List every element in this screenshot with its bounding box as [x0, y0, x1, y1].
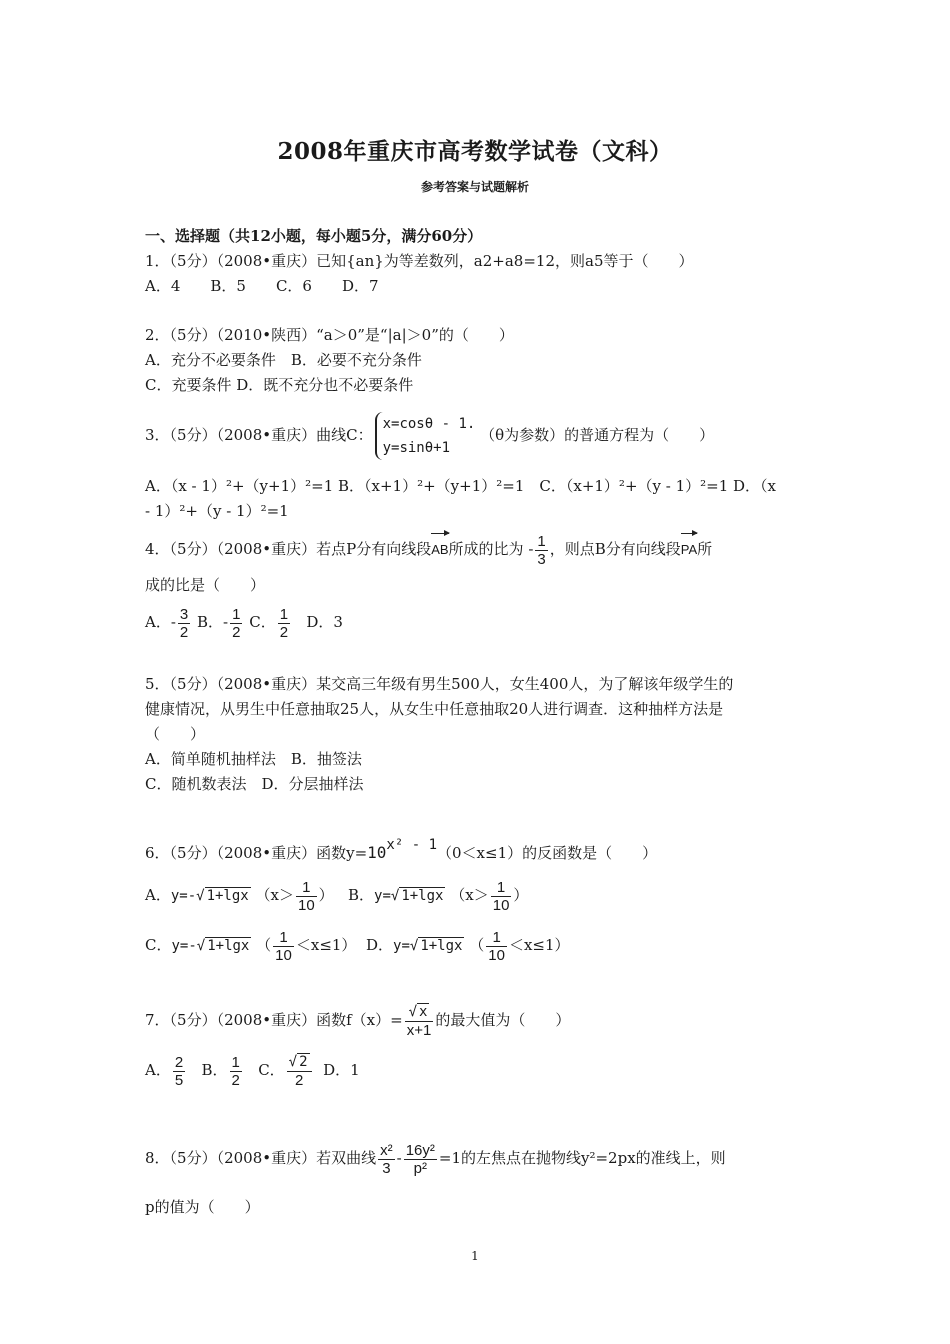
page-subtitle: 参考答案与试题解析 — [420, 180, 529, 194]
minus-sign: - — [396, 1149, 402, 1167]
option-a-label: A．- — [145, 613, 176, 631]
option-d-label: D． — [365, 936, 394, 954]
question-6-options-cd — [145, 925, 570, 966]
option-c-cond: （ — [256, 936, 272, 954]
question-3-prefix: 3．（5分）（2008•重庆）曲线C： — [145, 426, 373, 444]
question-8-suffix: =1的左焦点在抛物线y²=2px的准线上，则 — [438, 1149, 726, 1167]
option-a-label: A． — [145, 886, 171, 904]
option-c-sqrt: √ 1+lgx — [196, 938, 250, 954]
question-3-options-1: A．（x - 1）²+（y+1）²=1 B．（x+1）²+（y+1）²=1 C．（x+1）²+（y - 1）²=1 D．（x — [145, 477, 777, 495]
question-1-stem: 1．（5分）（2008•重庆）已知{an}为等差数列，a2+a8=12，则a5等于（ ） — [145, 252, 694, 270]
option-c-numerator: 1 — [279, 605, 289, 623]
question-3-stem — [145, 410, 714, 460]
option-b-numerator: 1 — [232, 605, 241, 623]
option-c-end: ＜x≤1） — [295, 936, 357, 954]
option-d-fraction — [486, 929, 507, 964]
question-3-suffix: （θ为参数）的普通方程为（ ） — [480, 426, 715, 444]
page-number: 1 — [471, 1249, 479, 1263]
option-c-fraction — [273, 929, 294, 964]
parametric-eq-y: y=sinθ+1 — [382, 440, 451, 456]
option-a-fraction — [178, 606, 190, 641]
option-d-label: D．1 — [323, 1061, 360, 1079]
option-b-expr: y= — [374, 888, 391, 904]
option-d-cond: （ — [469, 936, 485, 954]
question-5-options-2: C．随机数表法 D．分层抽样法 — [145, 775, 364, 793]
option-b-label: B． — [201, 1061, 228, 1079]
option-c-label: C． — [145, 936, 172, 954]
question-6-prefix: 6．（5分）（2008•重庆）函数y= — [145, 844, 368, 862]
parametric-eq-x: x=cosθ - 1. — [382, 416, 476, 432]
ratio-denominator: 3 — [537, 550, 546, 568]
option-d-numerator: 1 — [486, 929, 507, 947]
option-d-expr: y= — [393, 938, 410, 954]
option-c-fraction — [278, 606, 290, 641]
option-b-numerator: 1 — [491, 879, 512, 897]
question-4-prefix: 4．（5分）（2008•重庆）若点P分有向线段 — [145, 540, 432, 558]
ratio-fraction — [535, 533, 547, 568]
function-numerator — [405, 1003, 434, 1022]
option-b-sqrt: √ 1+lgx — [390, 888, 444, 904]
option-b-fraction — [230, 1054, 242, 1089]
option-b-denominator: 2 — [231, 1071, 240, 1089]
option-c-denominator: 2 — [294, 1072, 304, 1089]
question-7-suffix: 的最大值为（ ） — [435, 1011, 571, 1029]
question-5-line3: （ ） — [145, 725, 206, 743]
power-exponent: x² - 1 — [386, 837, 437, 853]
term-1-numerator: x² — [380, 1141, 393, 1159]
option-b-cond: （x＞ — [450, 886, 489, 904]
question-4-options — [145, 602, 343, 642]
option-a-numerator: 3 — [179, 605, 189, 623]
option-a-end: ） — [318, 886, 334, 904]
option-a-numerator: 2 — [174, 1053, 184, 1071]
question-4-stem — [145, 532, 712, 568]
option-d-label: D．3 — [306, 613, 343, 631]
option-a-label: A． — [145, 1061, 171, 1079]
question-7-prefix: 7．（5分）（2008•重庆）函数f（x）= — [145, 1011, 403, 1029]
option-c-denominator: 10 — [275, 946, 292, 964]
question-4-mid: 所成的比为 - — [448, 540, 534, 558]
ratio-numerator: 1 — [537, 532, 546, 550]
option-c-numerator — [287, 1053, 312, 1072]
question-5-options-1: A．简单随机抽样法 B．抽签法 — [145, 750, 362, 768]
vector-ab: AB — [431, 532, 448, 565]
option-a-radicand: 1+lgx — [206, 888, 249, 904]
term-1-denominator: 3 — [382, 1159, 391, 1177]
question-8-prefix: 8．（5分）（2008•重庆）若双曲线 — [145, 1149, 377, 1167]
option-b-radicand: 1+lgx — [401, 888, 444, 904]
section-heading: 一、选择题（共12小题，每小题5分，满分60分） — [145, 227, 483, 245]
question-3-options-2: - 1）²+（y - 1）²=1 — [145, 502, 289, 520]
term-2-numerator: 16y² — [405, 1141, 435, 1159]
question-8-stem — [145, 1133, 726, 1183]
question-1-options: A．4 B．5 C．6 D．7 — [145, 277, 379, 295]
option-b-denominator: 2 — [232, 623, 241, 641]
question-2-stem: 2．（5分）（2010•陕西）“a＞0”是“|a|＞0”的（ ） — [145, 326, 514, 344]
function-fraction — [405, 1003, 434, 1039]
option-d-sqrt: √ 1+lgx — [409, 938, 463, 954]
question-4-line2: 成的比是（ ） — [145, 576, 266, 594]
option-a-denominator: 10 — [297, 896, 315, 914]
option-c-numerator: 1 — [273, 929, 294, 947]
option-b-label: B． — [348, 886, 375, 904]
option-b-denominator: 10 — [492, 896, 510, 914]
option-c-sqrt: √ 2 — [288, 1054, 308, 1070]
question-6-stem — [145, 830, 657, 868]
option-c-fraction — [287, 1053, 312, 1089]
option-d-denominator: 10 — [488, 946, 505, 964]
question-8-line2: p的值为（ ） — [145, 1198, 260, 1216]
option-d-end: ＜x≤1） — [508, 936, 570, 954]
option-a-cond: （x＞ — [255, 886, 294, 904]
sqrt-radicand: x — [419, 1004, 428, 1020]
question-4-suffix: 所 — [697, 540, 713, 558]
option-a-sqrt: √ 1+lgx — [196, 888, 249, 904]
hyperbola-term-2 — [404, 1142, 437, 1177]
question-2-options-1: A．充分不必要条件 B．必要不充分条件 — [145, 351, 422, 369]
parametric-equations — [375, 412, 476, 460]
power-base: 10 — [367, 843, 387, 862]
term-2-denominator: p² — [413, 1159, 427, 1177]
question-5-line2: 健康情况，从男生中任意抽取25人，从女生中任意抽取20人进行调查．这种抽样方法是 — [145, 700, 724, 718]
option-c-radicand: 1+lgx — [207, 938, 250, 954]
question-5-line1: 5．（5分）（2008•重庆）某交高三年级有男生500人，女生400人，为了解该年级学生的 — [145, 675, 734, 693]
option-a-expr: y=- — [170, 888, 197, 904]
option-a-fraction — [173, 1054, 185, 1089]
vector-pa: PA — [681, 532, 697, 565]
question-7-stem — [145, 1000, 570, 1040]
option-b-fraction — [491, 879, 512, 914]
option-a-fraction — [296, 879, 317, 914]
hyperbola-term-1 — [378, 1142, 395, 1177]
option-a-denominator: 5 — [174, 1071, 184, 1089]
option-b-fraction — [230, 606, 242, 641]
option-c-label: C． — [258, 1061, 285, 1079]
option-a-numerator: 1 — [296, 879, 317, 897]
option-b-end: ） — [513, 886, 529, 904]
question-4-mid2: ，则点B分有向线段 — [549, 540, 681, 558]
option-c-denominator: 2 — [279, 623, 289, 641]
option-d-radicand: 1+lgx — [420, 938, 463, 954]
page-title: 2008年重庆市高考数学试卷（文科） — [277, 138, 673, 165]
option-c-radicand: 2 — [299, 1054, 308, 1070]
question-2-options-2: C．充要条件 D．既不充分也不必要条件 — [145, 376, 414, 394]
option-a-denominator: 2 — [179, 623, 189, 641]
option-b-label: B．- — [197, 613, 229, 631]
option-c-label: C． — [249, 613, 276, 631]
sqrt-x: √ x — [408, 1004, 428, 1020]
option-b-numerator: 1 — [231, 1053, 240, 1071]
option-c-expr: y=- — [171, 938, 197, 954]
question-6-options-ab — [145, 875, 528, 916]
question-7-options — [145, 1050, 360, 1090]
function-denominator: x+1 — [406, 1022, 432, 1039]
question-6-suffix: （0＜x≤1）的反函数是（ ） — [437, 844, 658, 862]
